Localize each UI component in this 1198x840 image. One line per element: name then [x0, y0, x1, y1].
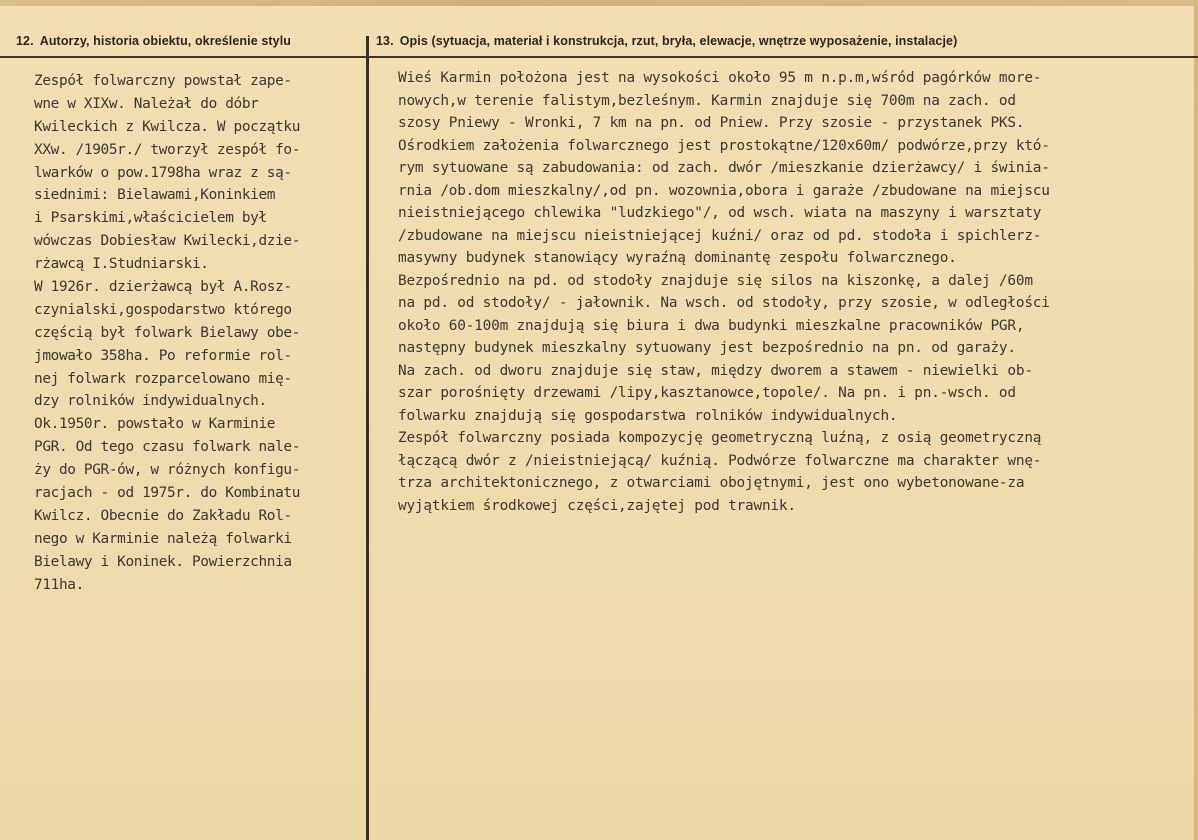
section-13-header [376, 34, 957, 48]
history-text-line: Ok.1950r. powstało w Karminie [34, 416, 276, 433]
history-text-line: W 1926r. dzierżawcą był A.Rosz- [34, 279, 292, 296]
paper-top-edge [0, 0, 1198, 6]
description-text-line: rnia /ob.dom mieszkalny/,od pn. wozownia,obora i garaże /zbudowane na miejscu [398, 182, 1050, 199]
history-text-line: nego w Karminie należą folwarki [34, 530, 292, 547]
history-text-line: Kwilcz. Obecnie do Zakładu Rol- [34, 507, 292, 524]
history-text-line: jmowało 358ha. Po reformie rol- [34, 347, 292, 364]
section-13-subtitle: (sytuacja, materiał i konstrukcja, rzut, bryła, elewacje, wnętrze wyposażenie, instalacje) [431, 34, 958, 48]
description-text-line: Wieś Karmin położona jest na wysokości około 95 m n.p.m,wśród pagórków more- [398, 70, 1042, 86]
history-text-line: siednimi: Bielawami,Koninkiem [34, 187, 276, 204]
section-13-number: 13. [376, 34, 394, 48]
history-text-line: wne w XIXw. Należał do dóbr [34, 95, 259, 112]
description-text-line: nieistniejącego chlewika "ludzkiego"/, od wsch. wiata na maszyny i warsztaty [398, 205, 1042, 221]
history-text-line: lwarków o pow.1798ha wraz z są- [34, 164, 292, 181]
section-12-number: 12. [16, 34, 34, 48]
description-text-line: rym sytuowane są zabudowania: od zach. dwór /mieszkanie dzierżawcy/ i świnia- [398, 160, 1050, 176]
description-text-line: wyjątkiem środkowej części,zajętej pod trawnik. [398, 497, 796, 514]
header-rule [0, 56, 1198, 58]
section-12-header [16, 34, 291, 48]
history-text-line: rżawcą I.Studniarski. [34, 256, 209, 273]
description-text-line: Ośrodkiem założenia folwarcznego jest prostokątne/120x60m/ podwórze,przy któ- [398, 137, 1050, 154]
history-text-line: i Psarskimi,właścicielem był [34, 210, 267, 227]
description-text-line: Na zach. od dworu znajduje się staw, między dworem a stawem - niewielki ob- [398, 362, 1033, 379]
history-text-line: Bielawy i Koninek. Powierzchnia [34, 553, 292, 570]
description-text-line: /zbudowane na miejscu nieistniejącej kuźni/ oraz od pd. stodoła i spichlerz- [398, 227, 1042, 244]
history-text-line: ży do PGR-ów, w różnych konfigu- [34, 462, 301, 479]
history-text-line: nej folwark rozparcelowano mię- [34, 370, 292, 387]
paper-right-edge [1194, 0, 1198, 840]
description-text-line: około 60-100m znajdują się biura i dwa budynki mieszkalne pracowników PGR, [398, 317, 1025, 334]
history-text-line: czynialski,gospodarstwo którego [34, 301, 292, 318]
history-text-line: racjach - od 1975r. do Kombinatu [34, 485, 301, 502]
history-text-line: wówczas Dobiesław Kwilecki,dzie- [34, 233, 301, 250]
history-text-line: XXw. /1905r./ tworzył zespół fo- [34, 141, 301, 158]
description-text-line: łączącą dwór z /nieistniejącą/ kuźnią. Podwórze folwarczne ma charakter wnę- [398, 452, 1042, 469]
history-text-line: Zespół folwarczny powstał zape- [34, 73, 292, 89]
history-text-line: dzy rolników indywidualnych. [34, 393, 267, 410]
section-13-title: Opis [399, 34, 428, 48]
history-text-line: 711ha. [34, 576, 84, 593]
history-text-line: częścią był folwark Bielawy obe- [34, 324, 301, 341]
description-text-line: masywny budynek stanowiący wyraźną dominantę zespołu folwarcznego. [398, 250, 957, 266]
description-text-line: szar porośnięty drzewami /lipy,kasztanowce,topole/. Na pn. i pn.-wsch. od [398, 385, 1016, 401]
column-divider [366, 36, 369, 840]
description-text-line: na pd. od stodoły/ - jałownik. Na wsch. od stodoły, przy szosie, w odległości [398, 295, 1050, 311]
history-text-line: Kwileckich z Kwilcza. W początku [34, 118, 301, 135]
description-text-line: Zespół folwarczny posiada kompozycję geometryczną luźną, z osią geometryczną [398, 430, 1042, 446]
history-text [34, 70, 300, 596]
description-text [398, 67, 1050, 517]
description-text-line: trza architektonicznego, z otwarciami obojętnymi, jest ono wybetonowane-za [398, 475, 1025, 491]
description-text-line: nowych,w terenie falistym,bezleśnym. Karmin znajduje się 700m na zach. od [398, 92, 1016, 109]
history-text-line: PGR. Od tego czasu folwark nale- [34, 439, 301, 456]
description-text-line: następny budynek mieszkalny sytuowany jest bezpośrednio na pn. od garaży. [398, 340, 1016, 356]
section-12-title: Autorzy, historia obiektu, określenie stylu [39, 34, 292, 48]
description-text-line: folwarku znajdują się gospodarstwa rolników indywidualnych. [398, 407, 898, 424]
description-text-line: szosy Pniewy - Wronki, 7 km na pn. od Pniew. Przy szosie - przystanek PKS. [398, 115, 1025, 131]
description-text-line: Bezpośrednio na pd. od stodoły znajduje się silos na kiszonkę, a dalej /60m [398, 272, 1033, 289]
